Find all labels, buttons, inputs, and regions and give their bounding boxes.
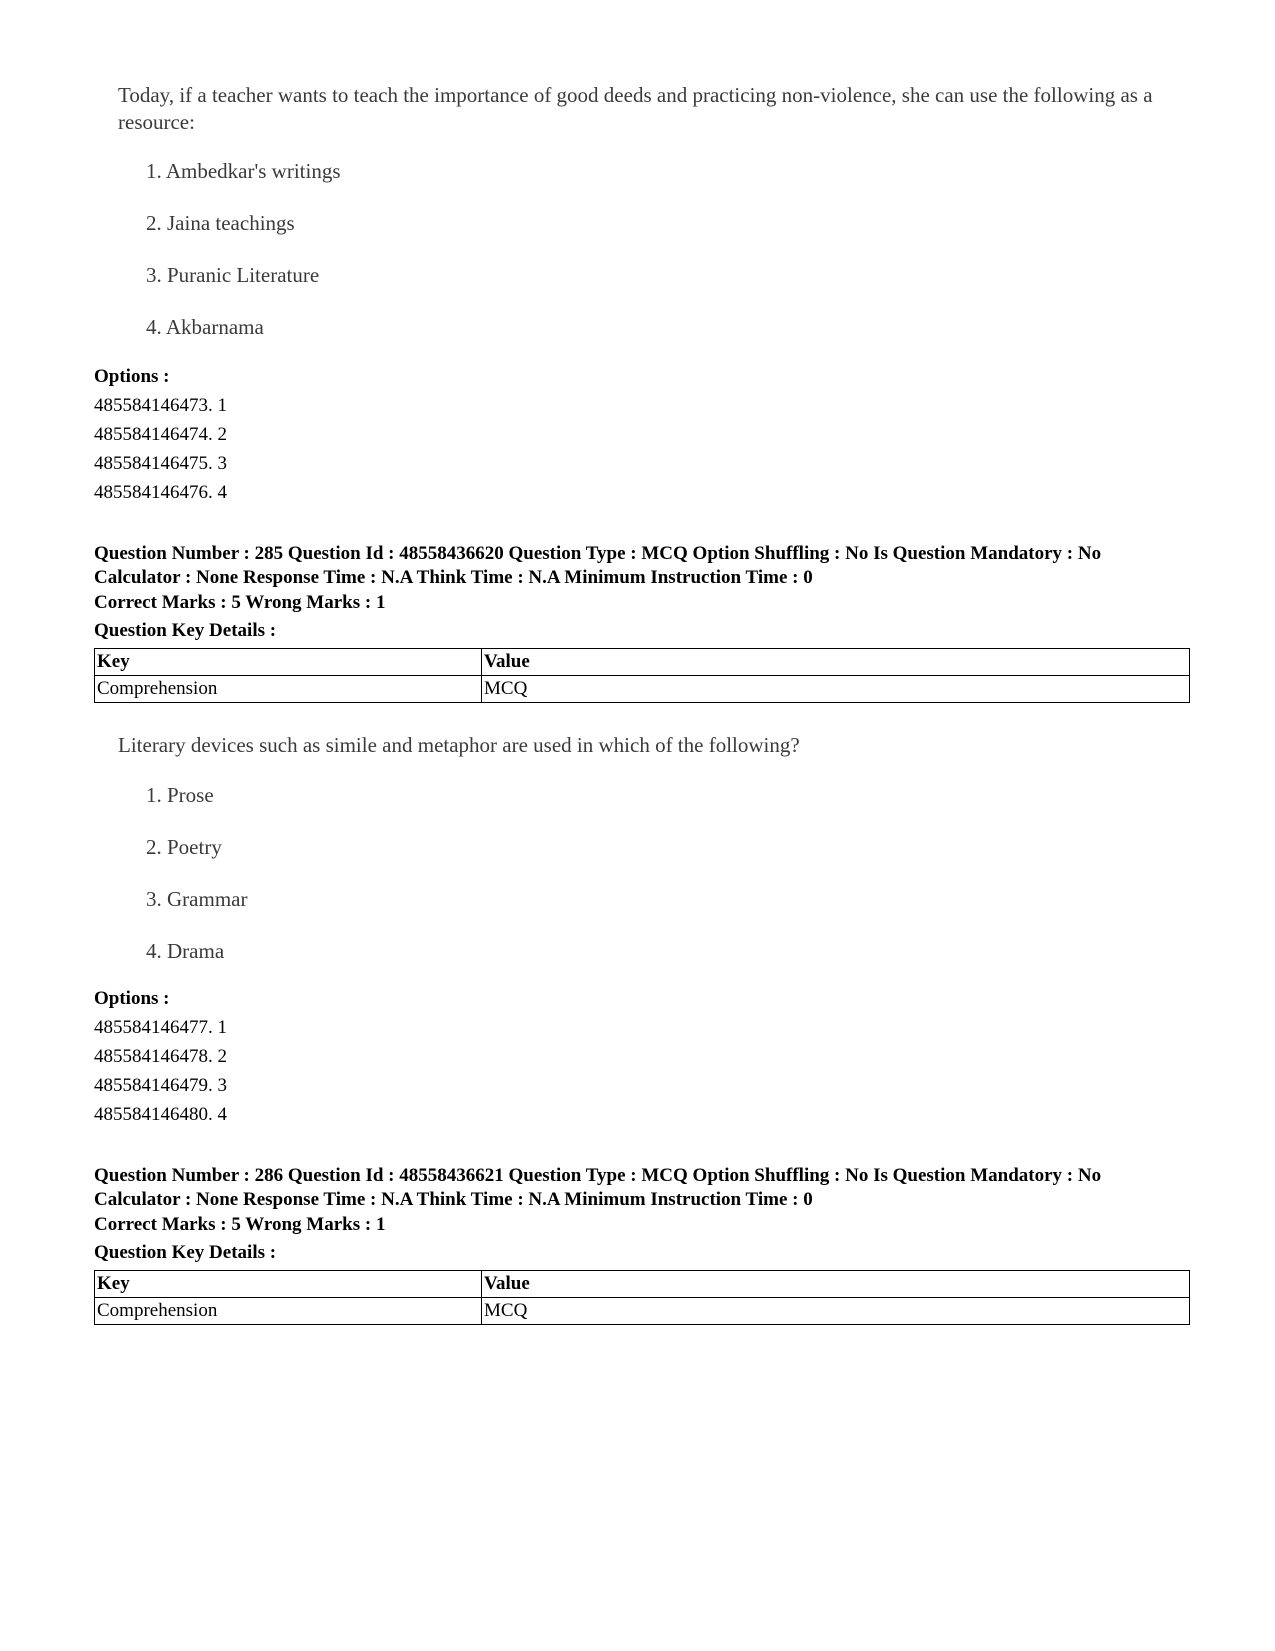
question-285-stem bbox=[118, 732, 1178, 972]
option-line: 485584146474. 2 bbox=[94, 424, 227, 445]
stem-item: 2. Jaina teachings bbox=[146, 211, 295, 235]
table-header-row bbox=[95, 649, 1190, 676]
stem-item: 4. Akbarnama bbox=[146, 315, 264, 339]
question-stem-text: Today, if a teacher wants to teach the importance of good deeds and practicing non-violence, she can use the following as a resource: bbox=[118, 83, 1153, 134]
table-header-value: Value bbox=[482, 1271, 1190, 1298]
stem-item: 3. Grammar bbox=[146, 887, 248, 911]
table-header-key: Key bbox=[95, 649, 482, 676]
option-line: 485584146477. 1 bbox=[94, 1017, 227, 1038]
option-line: 485584146480. 4 bbox=[94, 1104, 227, 1125]
question-285-key-details-heading: Question Key Details : bbox=[94, 620, 277, 641]
table-header-row bbox=[95, 1271, 1190, 1298]
question-284-stem bbox=[118, 82, 1178, 362]
table-cell-value: MCQ bbox=[482, 1298, 1190, 1325]
options-heading: Options : bbox=[94, 366, 170, 387]
question-285-options bbox=[94, 984, 1189, 1129]
option-line: 485584146479. 3 bbox=[94, 1075, 227, 1096]
question-285-marks: Correct Marks : 5 Wrong Marks : 1 bbox=[94, 592, 386, 613]
option-line: 485584146473. 1 bbox=[94, 395, 227, 416]
option-line: 485584146478. 2 bbox=[94, 1046, 227, 1067]
stem-item: 2. Poetry bbox=[146, 835, 222, 859]
option-line: 485584146476. 4 bbox=[94, 482, 227, 503]
question-stem-text: Literary devices such as simile and metaphor are used in which of the following? bbox=[118, 733, 800, 757]
stem-item: 1. Prose bbox=[146, 783, 214, 807]
option-line: 485584146475. 3 bbox=[94, 453, 227, 474]
table-row bbox=[95, 1298, 1190, 1325]
table-header-key: Key bbox=[95, 1271, 482, 1298]
stem-item: 4. Drama bbox=[146, 939, 225, 963]
question-286-marks: Correct Marks : 5 Wrong Marks : 1 bbox=[94, 1214, 386, 1235]
question-286-key-table bbox=[94, 1270, 1190, 1325]
question-285-key-table bbox=[94, 648, 1190, 703]
table-cell-value: MCQ bbox=[482, 676, 1190, 703]
options-heading: Options : bbox=[94, 988, 170, 1009]
stem-item: 3. Puranic Literature bbox=[146, 263, 320, 287]
question-284-options bbox=[94, 362, 1189, 507]
table-header-value: Value bbox=[482, 649, 1190, 676]
stem-item: 1. Ambedkar's writings bbox=[146, 159, 341, 183]
table-cell-key: Comprehension bbox=[95, 1298, 482, 1325]
table-row bbox=[95, 676, 1190, 703]
question-285-meta: Question Number : 285 Question Id : 48558436620 Question Type : MCQ Option Shuffling : No Is Question Mandatory : No Calculator : None Response Time : N.A Think Time : N.A Minimum Instruction Time : 0 bbox=[94, 543, 1102, 588]
table-cell-key: Comprehension bbox=[95, 676, 482, 703]
question-286-key-details-heading: Question Key Details : bbox=[94, 1242, 277, 1263]
question-286-meta: Question Number : 286 Question Id : 48558436621 Question Type : MCQ Option Shuffling : No Is Question Mandatory : No Calculator : None Response Time : N.A Think Time : N.A Minimum Instruction Time : 0 bbox=[94, 1165, 1102, 1210]
